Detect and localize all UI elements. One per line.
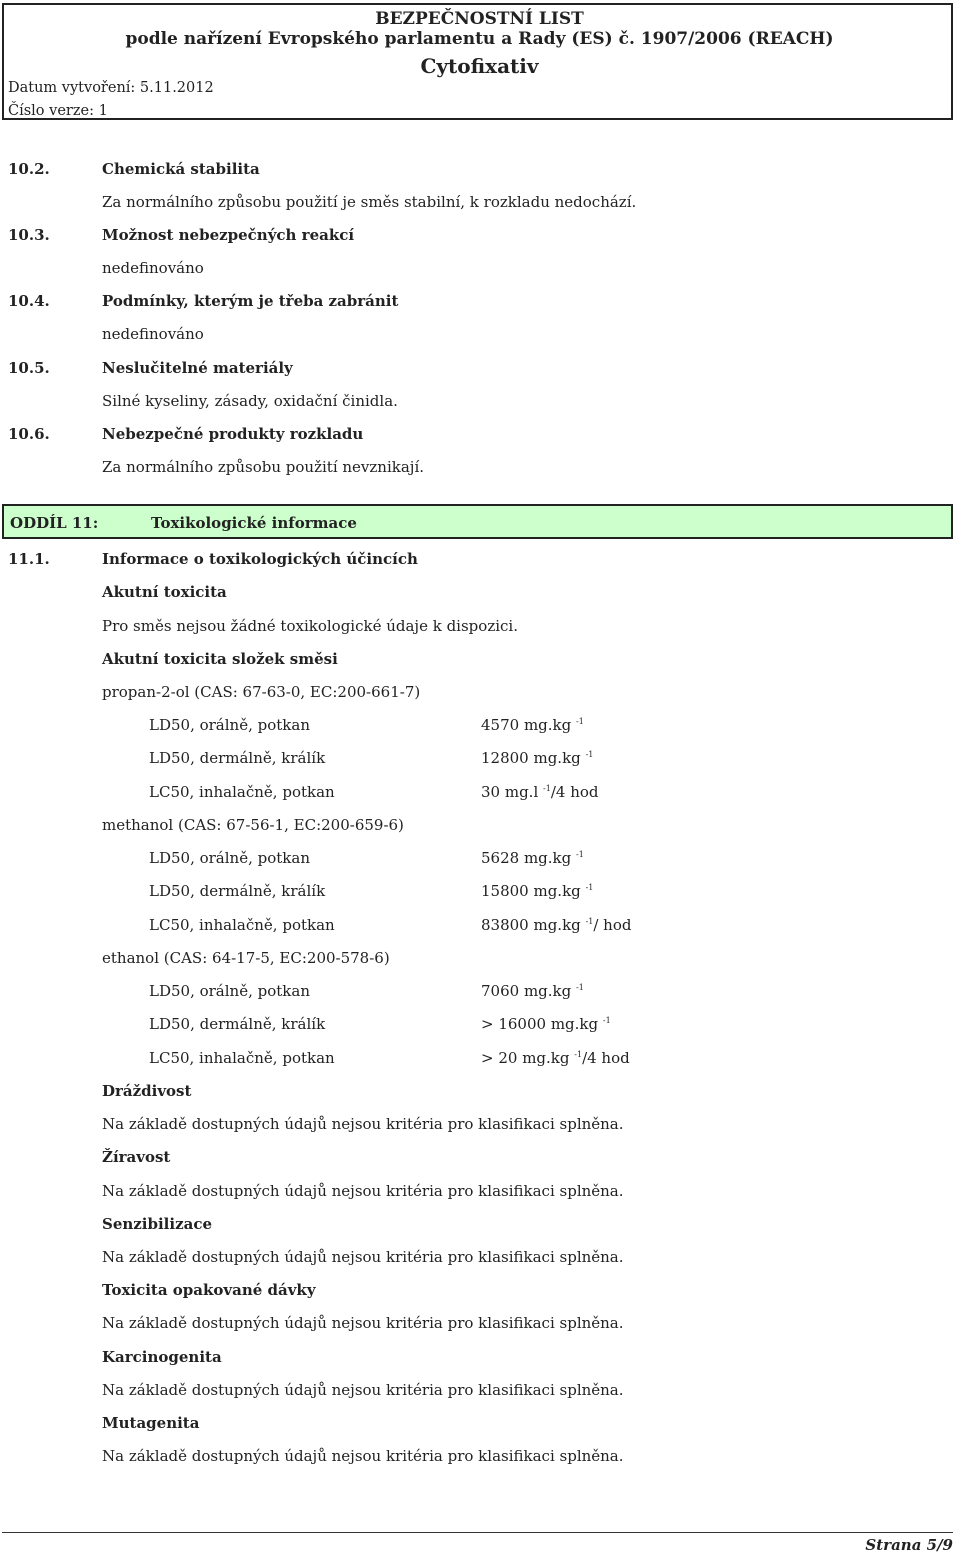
hazard-text: Na základě dostupných údajů nejsou kritéria pro klasifikaci splněna. — [102, 1314, 624, 1332]
hazard-title: Toxicita opakované dávky — [102, 1281, 316, 1299]
subsection-title: Možnost nebezpečných reakcí — [102, 226, 355, 244]
tox-row-value: 30 mg.l $^{-1}$/4 hod — [481, 783, 599, 801]
subsection-number: 10.4. — [8, 292, 50, 310]
hazard-text: Na základě dostupných údajů nejsou kritéria pro klasifikaci splněna. — [102, 1447, 624, 1465]
hazard-title: Senzibilizace — [102, 1215, 212, 1233]
tox-row-value: 12800 mg.kg $^{-1}$ — [481, 749, 594, 767]
version-number: Číslo verze: 1 — [8, 103, 108, 119]
hazard-title: Karcinogenita — [102, 1348, 222, 1366]
section-11-header — [2, 504, 953, 539]
hazard-text: Na základě dostupných údajů nejsou kritéria pro klasifikaci splněna. — [102, 1381, 624, 1399]
component-name: methanol (CAS: 67-56-1, EC:200-659-6) — [102, 816, 404, 834]
hazard-text: Na základě dostupných údajů nejsou kritéria pro klasifikaci splněna. — [102, 1248, 624, 1266]
tox-row-value: 83800 mg.kg $^{-1}$/ hod — [481, 916, 632, 934]
components-heading: Akutní toxicita složek směsi — [102, 650, 338, 668]
subsection-text: Za normálního způsobu použití je směs stabilní, k rozkladu nedochází. — [102, 193, 637, 211]
subsection-number: 10.6. — [8, 425, 50, 443]
subsection-text: nedefinováno — [102, 325, 204, 343]
subsection-title: Nebezpečné produkty rozkladu — [102, 425, 364, 443]
tox-row-value: > 16000 mg.kg $^{-1}$ — [481, 1015, 611, 1033]
tox-row-label: LD50, orálně, potkan — [149, 849, 310, 867]
subsection-number: 10.2. — [8, 160, 50, 178]
subsection-number: 11.1. — [8, 550, 50, 568]
hazard-title: Dráždivost — [102, 1082, 192, 1100]
tox-row-value: 5628 mg.kg $^{-1}$ — [481, 849, 584, 867]
regulation-subtitle: podle nařízení Evropského parlamentu a Rady (ES) č. 1907/2006 (REACH) — [125, 29, 834, 49]
product-name: Cytofixativ — [420, 54, 539, 78]
component-name: propan-2-ol (CAS: 67-63-0, EC:200-661-7) — [102, 683, 421, 701]
hazard-text: Na základě dostupných údajů nejsou kritéria pro klasifikaci splněna. — [102, 1182, 624, 1200]
subsection-text: Silné kyseliny, zásady, oxidační činidla. — [102, 392, 398, 410]
section-label: ODDÍL 11: — [10, 514, 99, 532]
document-header — [2, 3, 953, 120]
tox-row-label: LC50, inhalačně, potkan — [149, 916, 335, 934]
creation-date: Datum vytvoření: 5.11.2012 — [8, 80, 214, 96]
subsection-number: 10.5. — [8, 359, 50, 377]
page-number: Strana 5/9 — [865, 1536, 953, 1554]
subsection-title: Informace o toxikologických účincích — [102, 550, 418, 568]
subsection-title: Podmínky, kterým je třeba zabránit — [102, 292, 399, 310]
acute-toxicity-text: Pro směs nejsou žádné toxikologické údaje k dispozici. — [102, 617, 518, 635]
tox-row-label: LD50, dermálně, králík — [149, 1015, 326, 1033]
section-title: Toxikologické informace — [151, 514, 357, 532]
acute-toxicity-heading: Akutní toxicita — [102, 583, 227, 601]
tox-row-label: LC50, inhalačně, potkan — [149, 1049, 335, 1067]
tox-row-value: 7060 mg.kg $^{-1}$ — [481, 982, 584, 1000]
footer-divider — [2, 1532, 953, 1533]
tox-row-label: LD50, orálně, potkan — [149, 716, 310, 734]
tox-row-label: LD50, dermálně, králík — [149, 882, 326, 900]
tox-row-label: LD50, dermálně, králík — [149, 749, 326, 767]
component-name: ethanol (CAS: 64-17-5, EC:200-578-6) — [102, 949, 390, 967]
tox-row-value: 15800 mg.kg $^{-1}$ — [481, 882, 594, 900]
subsection-title: Chemická stabilita — [102, 160, 260, 178]
hazard-title: Žíravost — [102, 1148, 171, 1166]
subsection-text: nedefinováno — [102, 259, 204, 277]
tox-row-label: LD50, orálně, potkan — [149, 982, 310, 1000]
tox-row-value: 4570 mg.kg $^{-1}$ — [481, 716, 584, 734]
document-title: BEZPEČNOSTNÍ LIST — [375, 9, 584, 29]
subsection-text: Za normálního způsobu použití nevznikají. — [102, 458, 425, 476]
tox-row-value: > 20 mg.kg $^{-1}$/4 hod — [481, 1049, 630, 1067]
hazard-title: Mutagenita — [102, 1414, 200, 1432]
subsection-title: Neslučitelné materiály — [102, 359, 293, 377]
tox-row-label: LC50, inhalačně, potkan — [149, 783, 335, 801]
hazard-text: Na základě dostupných údajů nejsou kritéria pro klasifikaci splněna. — [102, 1115, 624, 1133]
subsection-number: 10.3. — [8, 226, 50, 244]
